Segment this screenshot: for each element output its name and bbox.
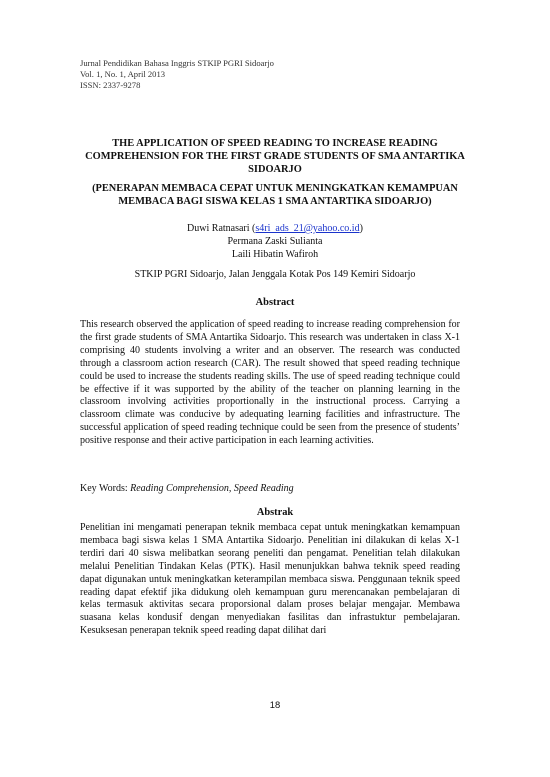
abstract-text: This research observed the application of speed reading to increase reading comprehension for the first grade students of SMA Antartika Sidoarjo. This research was undertaken in class X-1 comprising 40 students involving a writer and an observer. The research was conducted through a classroom action research (CAR). The result showed that speed reading technique could be used to increase the students reading skills. The use of speed reading technique could be effective if it was supported by the ability of the teacher on planning learning in the classroom involving activities proportionally in the instructional process. Carrying a classroom climate was conducive by adequating learning facilities and infrastructure. The successful application of speed reading technique could be seen from the presence of students’ positive response and their active participation in each learning activities. — [80, 319, 460, 447]
keywords — [80, 482, 294, 495]
paper-title: THE APPLICATION OF SPEED READING TO INCREASE READING COMPREHENSION FOR THE FIRST GRADE STUDENTS OF SMA ANTARTIKA SIDOARJO — [85, 138, 465, 175]
abstrak-heading: Abstrak — [256, 507, 294, 518]
author-name: Permana Zaski Sulianta — [227, 235, 323, 247]
abstract-heading: Abstract — [255, 297, 295, 308]
author-name: Duwi Ratnasari — [187, 223, 250, 234]
author-list — [70, 223, 480, 261]
page-number: 18 — [269, 699, 281, 710]
journal-volume: Vol. 1, No. 1, April 2013 — [80, 69, 166, 80]
author-email-link[interactable]: s4ri_ads_21@yahoo.co.id — [255, 223, 360, 234]
journal-header — [80, 58, 274, 92]
keywords-terms: Reading Comprehension, Speed Reading — [130, 483, 294, 494]
paper-title-indonesian: (PENERAPAN MEMBACA CEPAT UNTUK MENINGKATKAN KEMAMPUAN MEMBACA BAGI SISWA KELAS 1 SMA ANTARTIKA SIDOARJO) — [92, 183, 458, 207]
author-entry: Duwi Ratnasari (s4ri_ads_21@yahoo.co.id) — [187, 223, 363, 234]
journal-issn: ISSN: 2337-9278 — [80, 80, 141, 91]
author-name: Laili Hibatin Wafiroh — [231, 248, 319, 260]
affiliation: STKIP PGRI Sidoarjo, Jalan Jenggala Kotak Pos 149 Kemiri Sidoarjo — [134, 269, 416, 280]
abstrak-text: Penelitian ini mengamati penerapan teknik membaca cepat untuk meningkatkan kemampuan membaca bagi siswa kelas 1 SMA Antartika Sidoarjo. Penelitian ini dilakukan di kelas X-1 terdiri dari 40 siswa melibatkan seorang peneliti dan pengamat. Penelitian telah dilakukan melalui Penelitian Tindakan Kelas (PTK). Hasil menunjukkan bahwa teknik speed reading dapat digunakan untuk meningkatkan keterampilan membaca siswa. Penggunaan teknik speed reading dapat efektif jika didukung oleh kemampuan guru merencanakan pembelajaran di kelas termasuk aktivitas secara proporsional dalam proses belajar mengajar. Membawa suasana kelas kondusif dengan menyediakan fasilitas dan infrastuktur pembelajaran. Kesuksesan penerapan teknik speed reading dapat dilihat dari — [80, 522, 460, 637]
keywords-label: Key Words: — [80, 483, 128, 494]
journal-name: Jurnal Pendidikan Bahasa Inggris STKIP PGRI Sidoarjo — [80, 58, 274, 68]
